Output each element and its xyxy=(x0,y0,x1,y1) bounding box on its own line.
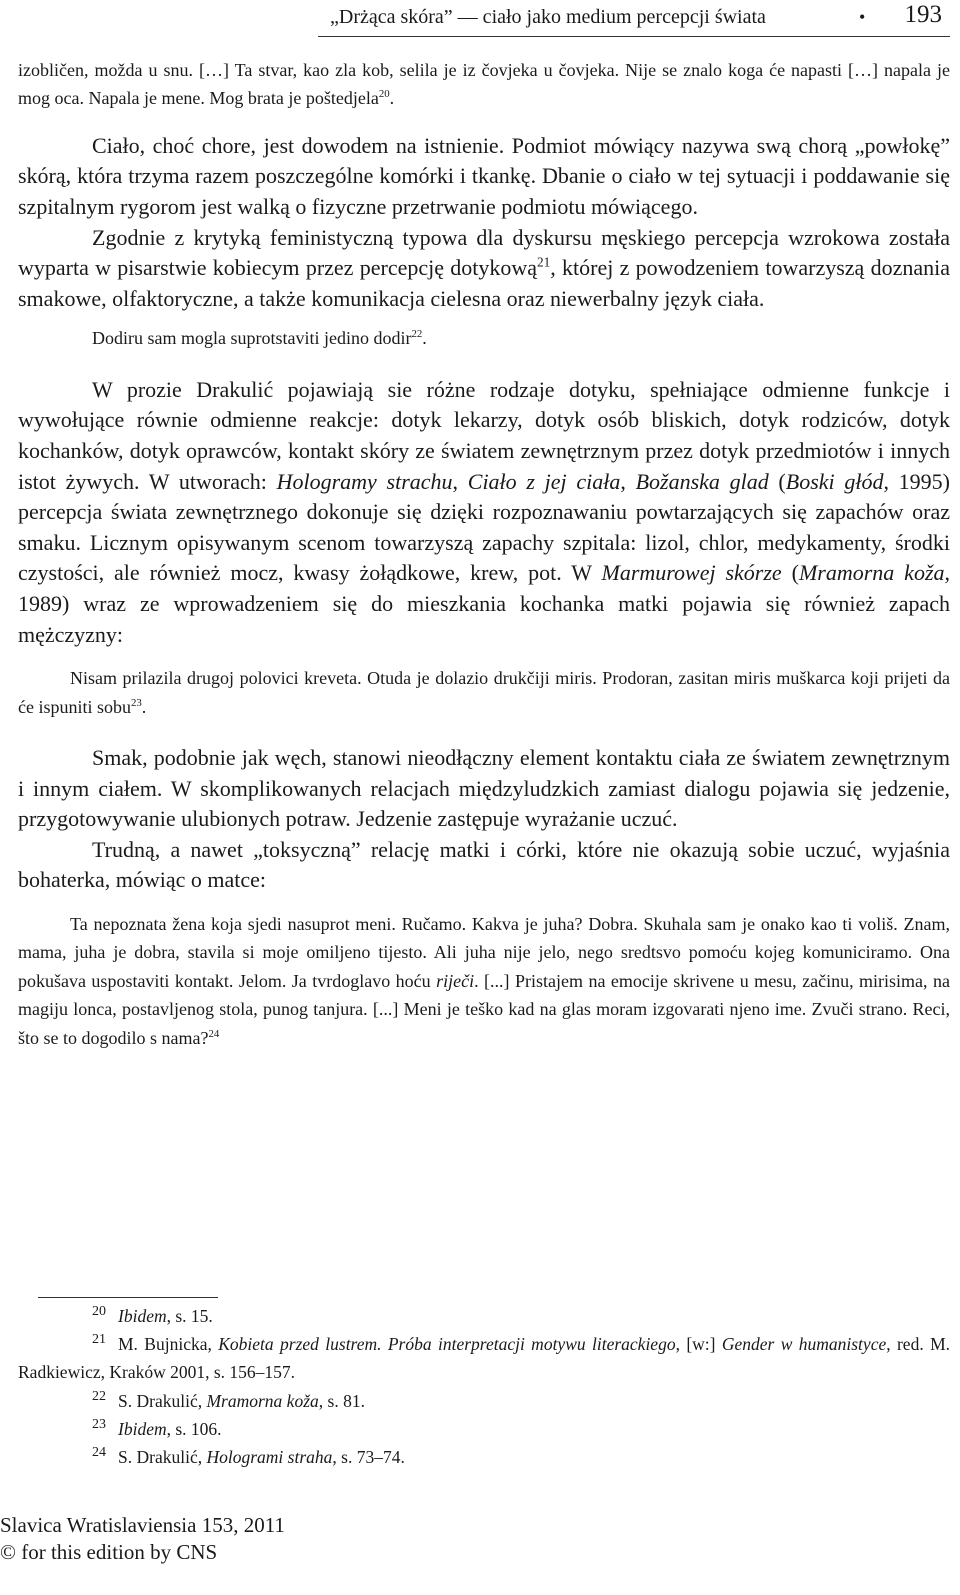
work-title: Ciało z jej ciała xyxy=(467,468,621,494)
quote-end: . xyxy=(389,88,395,109)
footnote-italic: Kobieta przed lustrem. Próba interpretacji motywu literackiego xyxy=(218,1334,676,1355)
journal-line: Slavica Wratislaviensia 153, 2011 xyxy=(0,1513,285,1537)
footnote-text: , s. 81. xyxy=(318,1390,365,1411)
imprint xyxy=(0,1512,285,1566)
footnote-rule xyxy=(38,1297,218,1298)
footnote-number: 22 xyxy=(92,1388,106,1404)
footnote-ref: 24 xyxy=(208,1027,220,1040)
separator: , xyxy=(452,468,468,494)
paragraph-text: , 1989) wraz ze wprowadzeniem się do mieszkania kochanka matki pojawia się również zapach mężczyzny: xyxy=(18,560,950,647)
footnote-23 xyxy=(18,1415,950,1443)
main-text xyxy=(18,56,950,1052)
work-title: Božanska glad xyxy=(635,468,769,494)
footnote-text: S. Drakulić, xyxy=(118,1390,207,1411)
footnote-20 xyxy=(18,1302,950,1330)
footnote-ref: 20 xyxy=(378,88,390,101)
footnote-italic: Mramorna koža xyxy=(206,1390,319,1411)
page-number: 193 xyxy=(904,1,942,28)
running-title: „Drżąca skóra” — ciało jako medium percepcji świata xyxy=(330,6,766,28)
work-title: Boski głód xyxy=(785,468,884,494)
footnote-italic: Ibidem xyxy=(118,1418,167,1439)
quote-text: izobličen, možda u snu. […] Ta stvar, kao zla kob, selila je iz čovjeka u čovjeka. Nije se znalo xyxy=(18,60,723,80)
paragraph-1: Ciało, choć chore, jest dowodem na istnienie. Podmiot mówiący nazywa swą chorą „powłokę” skórą, która trzyma razem poszczególne komórki i tkankę. Dbanie o ciało w tej sytuacji i poddawanie się szpitalnym rygorom jest walką o fizyczne przetrwanie podmiotu mówiącego. xyxy=(18,132,950,219)
quote-end: . xyxy=(141,696,147,717)
quote-text: Ta nepoznata žena koja sjedi nasuprot meni. Ručamo. Kakva je juha? Dobra. Skuhala sam je onako kao ti voliš. Znam, mama, juha je dobra, stavila si moje omiljeno tijesto. Ali juha nije jelo, nego sredtsvo pomoću kojeg komuniciramo. Ona pokušava uspostaviti kontakt. Jelom. Ja tvrdoglavo hoću xyxy=(18,913,950,991)
paragraph-4: Smak, podobnie jak węch, stanowi nieodłączny element kontaktu ciała ze światem zewnętrznym i innym ciałem. W skomplikowanych relacjach międzyludzkich zamiast dialogu pojawia się jedzenie, przygotowywanie ulubionych potraw. Jedzenie zastępuje wyrażanie uczuć. xyxy=(18,744,950,832)
header-rule xyxy=(318,36,950,37)
footnote-italic: Gender w humanistyce xyxy=(721,1334,887,1355)
footnote-text: S. Drakulić, xyxy=(118,1447,207,1468)
footnote-number: 24 xyxy=(92,1445,106,1461)
work-title: Hologramy strachu xyxy=(276,468,453,494)
footnotes xyxy=(18,1302,950,1471)
block-quote-2 xyxy=(18,324,950,352)
footnote-italic: Ibidem xyxy=(118,1306,167,1326)
footnote-text: , red. M. Radkiewicz, Kraków 2001, s. 156–157. xyxy=(18,1334,951,1383)
header-bullet: • xyxy=(859,7,866,27)
footnote-text: , [w:] xyxy=(675,1334,722,1355)
quote-end: . xyxy=(422,328,427,349)
paragraph-3 xyxy=(18,375,950,650)
footnote-text: M. Bujnicka, xyxy=(118,1334,219,1355)
footnote-number: 20 xyxy=(92,1304,106,1320)
quote-text: Dodiru sam mogla suprotstaviti jedino dodir xyxy=(92,328,412,349)
quote-text: . [...] Pristajem na emocije skrivene u mesu, začinu, mirisima, na magiju lonca, postavljenog stola, punog tanjura. [...] Meni je teško kad na glas moram izgovarati njeno ime. Zvuči strano. Reci, što se to dogodilo s nama? xyxy=(18,970,950,1048)
footnote-24 xyxy=(18,1443,950,1471)
copyright-line: © for this edition by CNS xyxy=(0,1540,218,1564)
footnote-22 xyxy=(18,1387,950,1415)
paragraph-text: , której z powodzeniem towarzyszą doznania smakowe, olfaktoryczne, a także komunikacja cielesna oraz niewerbalny język ciała. xyxy=(18,255,950,311)
paragraph-5: Trudną, a nawet „toksyczną” relację matki i córki, które nie okazują sobie uczuć, wyjaśnia bohaterka, mówiąc o matce: xyxy=(18,836,950,893)
quote-text: koga će napasti […] napala je mog oca. Napala je mene. Mog brata je poštedjela xyxy=(18,60,951,109)
footnote-italic: Hologrami straha xyxy=(206,1447,333,1468)
paragraph-2 xyxy=(18,223,950,315)
quote-text: Nisam prilazila drugoj polovici kreveta. Otuda je dolazio drukčiji miris. Prodoran, zasitan miris muškarca koji prijeti da će ispuniti sobu xyxy=(18,668,950,717)
paragraph-text: , 1995) percepcja świata zewnętrznego dokonuje się dzięki rozpoznawaniu powtarzających się zapachów oraz smaku. Licznym opisywanym scenom towarzyszą zapachy szpitala: lizol, chlor, medykamenty, środki czystości, ale również mocz, kwasy żołądkowe, krew, pot. W xyxy=(18,468,951,586)
footnote-ref: 22 xyxy=(411,328,423,341)
running-header xyxy=(318,2,950,36)
footnote-text: , s. 106. xyxy=(166,1418,222,1439)
footnote-ref: 23 xyxy=(131,696,142,709)
footnote-text: , s. 15. xyxy=(166,1306,213,1326)
footnote-number: 21 xyxy=(92,1332,106,1348)
footnote-text: , s. 73–74. xyxy=(332,1447,405,1468)
separator: ( xyxy=(781,560,799,586)
footnote-ref: 21 xyxy=(537,254,551,270)
separator: , xyxy=(620,468,636,494)
work-title: Marmurowej skórze xyxy=(601,560,782,586)
italic-word: riječi xyxy=(436,970,475,991)
work-title: Mramorna koža xyxy=(798,560,945,586)
footnote-21 xyxy=(18,1330,950,1386)
separator: ( xyxy=(768,468,786,494)
paragraph-text: W prozie Drakulić pojawiają sie różne rodzaje dotyku, spełniające odmienne funkcje i wywołujące równie odmienne reakcje: dotyk lekarzy, dotyk osób bliskich, dotyk rodziców, dotyk kochanków, dotyk oprawców, kontakt skóry ze światem zewnętrznym przez dotyk przedmiotów i innych istot żywych. W utworach: xyxy=(18,376,950,494)
block-quote-4 xyxy=(18,910,950,1052)
footnote-number: 23 xyxy=(92,1416,106,1432)
block-quote-1 xyxy=(18,56,950,113)
paragraph-text: Zgodnie z krytyką feministyczną typowa dla dyskursu męskiego percepcja wzrokowa została wyparta w pisarstwie kobiecym przez percepcję dotykową xyxy=(18,224,950,281)
block-quote-3 xyxy=(18,664,950,721)
